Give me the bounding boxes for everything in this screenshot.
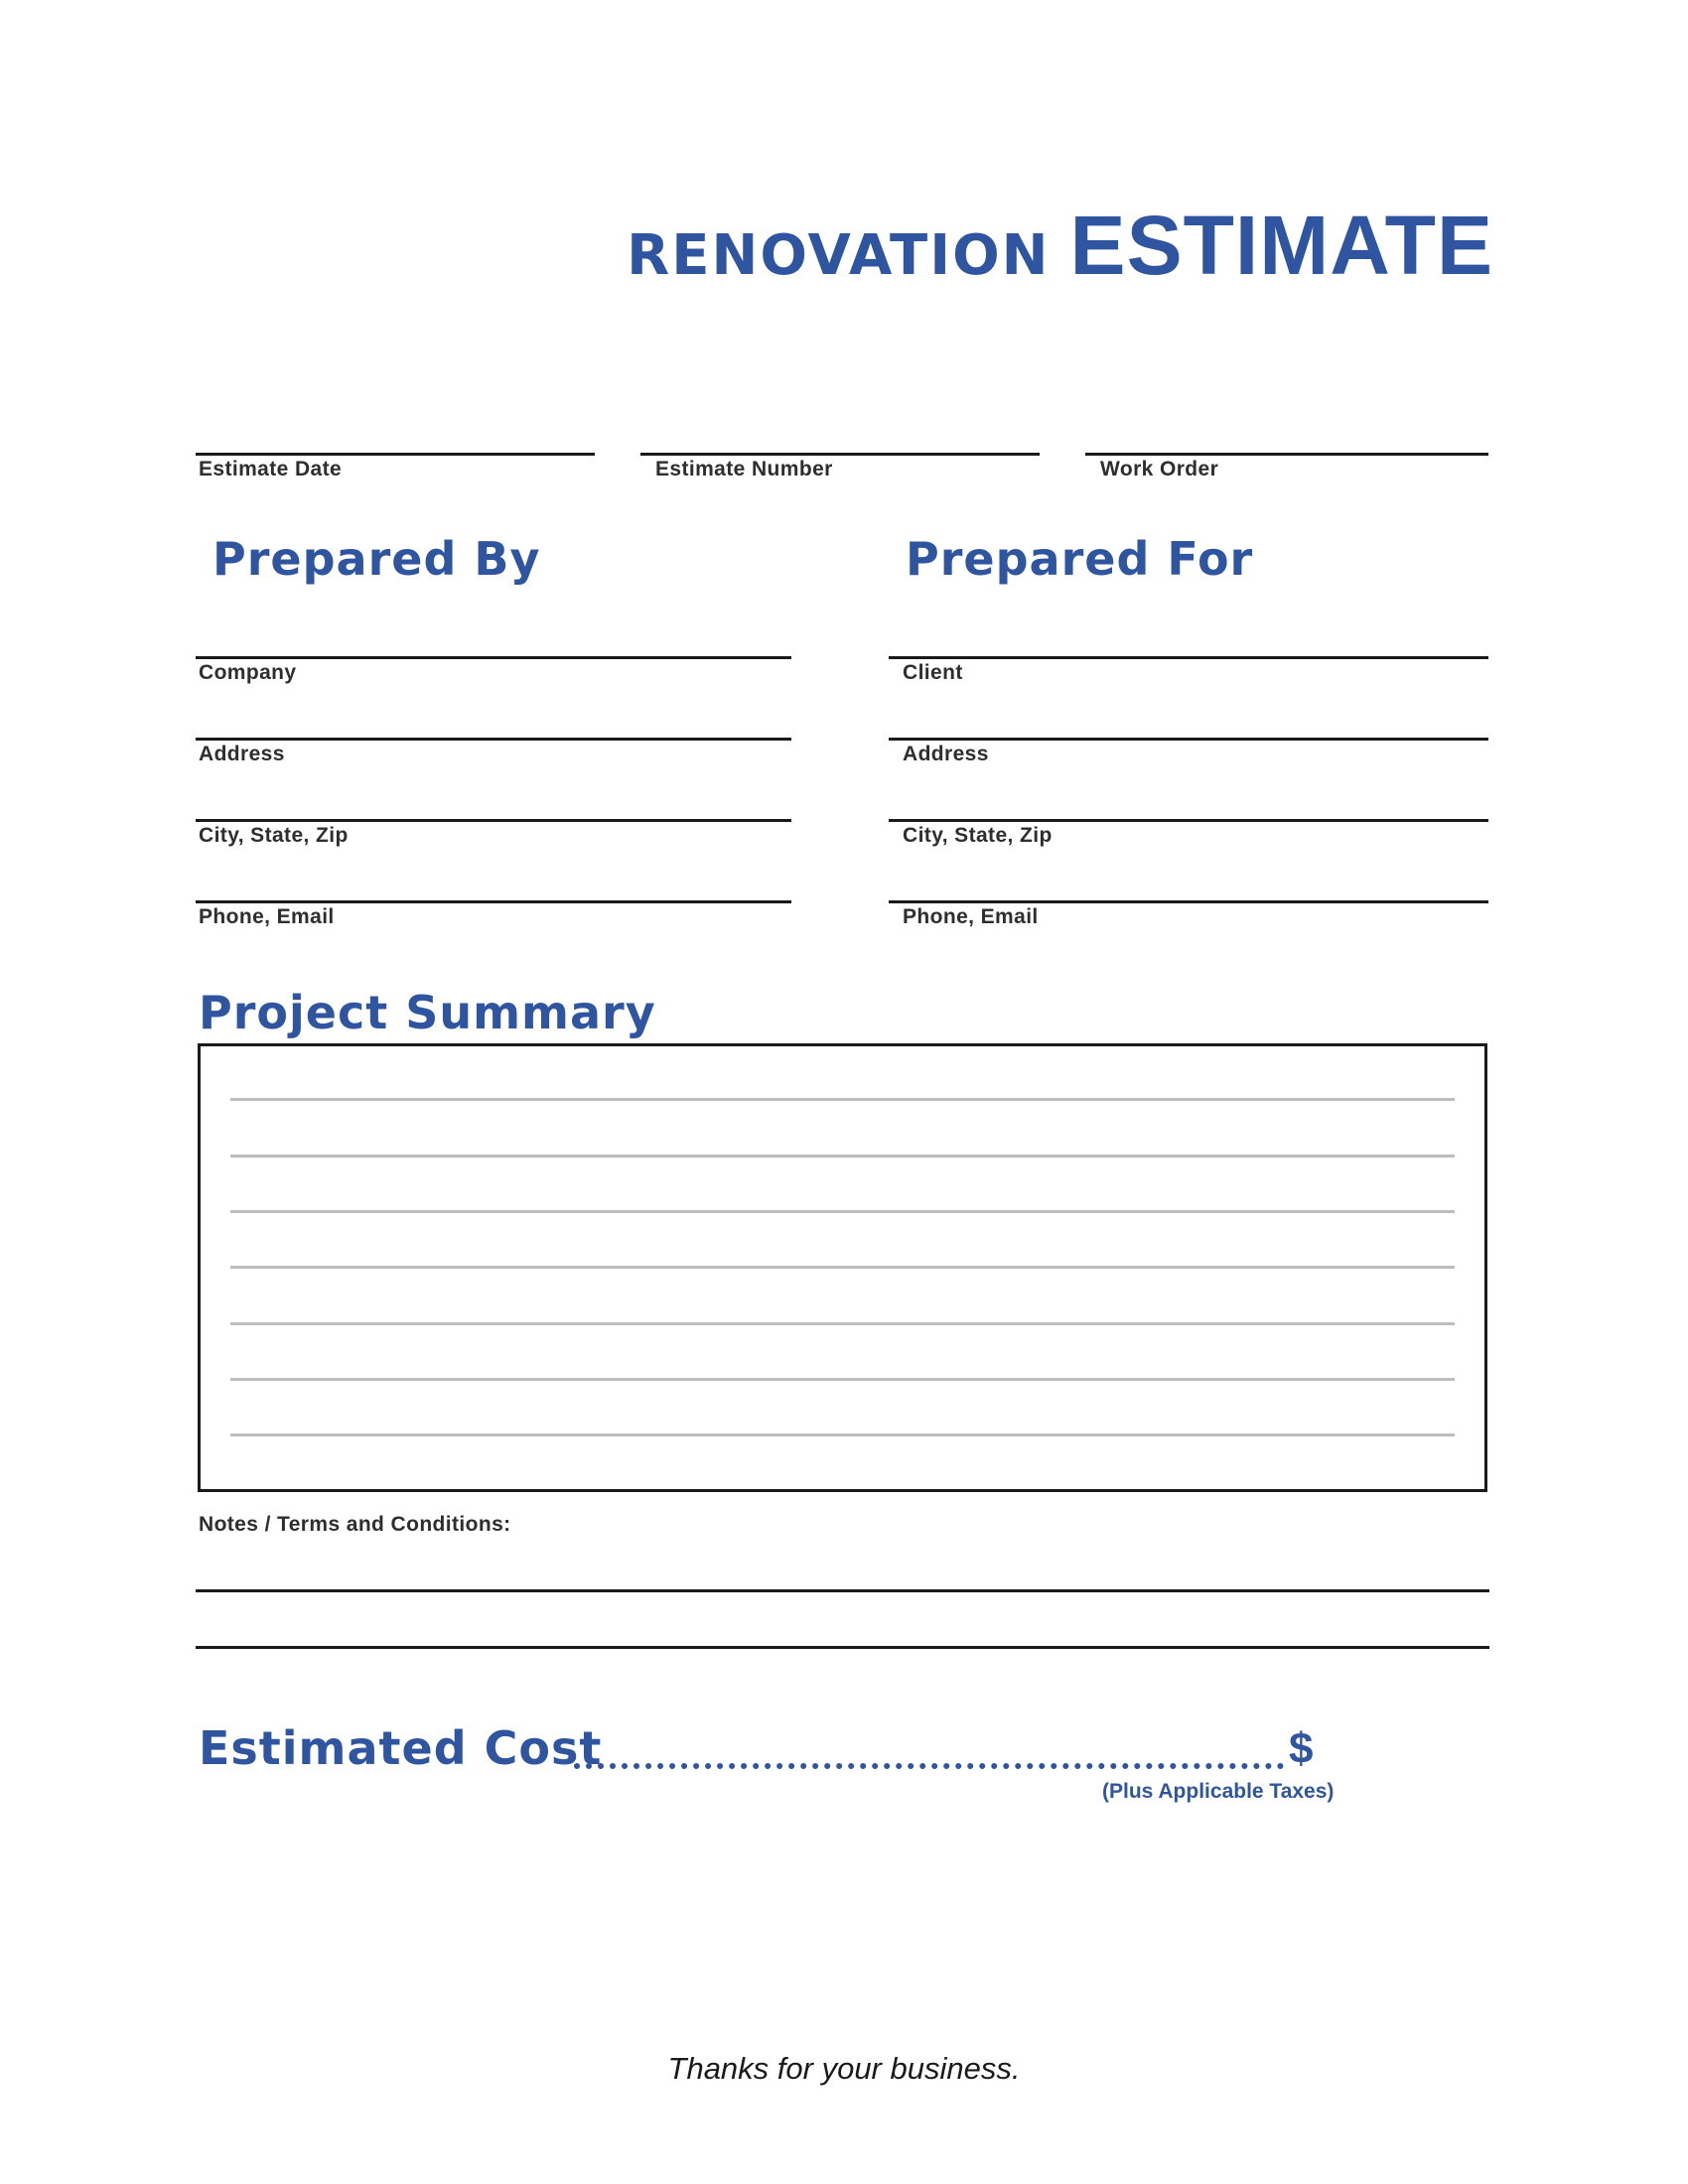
client-field[interactable] (889, 656, 1488, 659)
for-address-label: Address (903, 743, 989, 765)
for-city-state-zip-field[interactable] (889, 819, 1488, 822)
by-phone-email-field[interactable] (196, 900, 791, 903)
summary-line (230, 1098, 1455, 1101)
company-label: Company (199, 661, 297, 684)
dollar-sign[interactable]: $ (1289, 1724, 1314, 1773)
estimated-cost-row (199, 1721, 1314, 1785)
summary-line (230, 1378, 1455, 1381)
project-summary-heading: Project Summary (199, 986, 656, 1039)
summary-line (230, 1266, 1455, 1269)
estimate-number-label: Estimate Number (655, 458, 833, 480)
for-phone-email-field[interactable] (889, 900, 1488, 903)
title-prefix: RENOVATION (627, 223, 1051, 288)
summary-line (230, 1155, 1455, 1158)
notes-line[interactable] (196, 1589, 1489, 1592)
by-phone-email-label: Phone, Email (199, 905, 335, 928)
estimate-date-label: Estimate Date (199, 458, 343, 480)
estimate-date-field[interactable] (196, 453, 595, 456)
for-city-state-zip-label: City, State, Zip (903, 824, 1053, 847)
project-summary-box[interactable] (198, 1043, 1487, 1492)
estimate-number-field[interactable] (640, 453, 1040, 456)
thanks-message: Thanks for your business. (667, 2051, 1021, 2086)
notes-line[interactable] (196, 1646, 1489, 1649)
client-label: Client (903, 661, 963, 684)
prepared-by-heading: Prepared By (212, 532, 541, 586)
estimated-cost-leader (574, 1763, 1284, 1769)
for-address-field[interactable] (889, 738, 1488, 741)
title-main: ESTIMATE (1069, 199, 1493, 292)
company-field[interactable] (196, 656, 791, 659)
work-order-field[interactable] (1085, 453, 1488, 456)
by-city-state-zip-field[interactable] (196, 819, 791, 822)
by-address-field[interactable] (196, 738, 791, 741)
work-order-label: Work Order (1100, 458, 1219, 480)
summary-line (230, 1210, 1455, 1213)
for-phone-email-label: Phone, Email (903, 905, 1039, 928)
estimated-cost-label: Estimated Cost (199, 1721, 603, 1775)
notes-label: Notes / Terms and Conditions: (199, 1513, 511, 1536)
tax-note: (Plus Applicable Taxes) (1102, 1780, 1335, 1803)
by-city-state-zip-label: City, State, Zip (199, 824, 349, 847)
prepared-for-heading: Prepared For (906, 532, 1254, 586)
summary-line (230, 1322, 1455, 1325)
summary-line (230, 1433, 1455, 1436)
by-address-label: Address (199, 743, 285, 765)
document-title (627, 199, 1493, 292)
